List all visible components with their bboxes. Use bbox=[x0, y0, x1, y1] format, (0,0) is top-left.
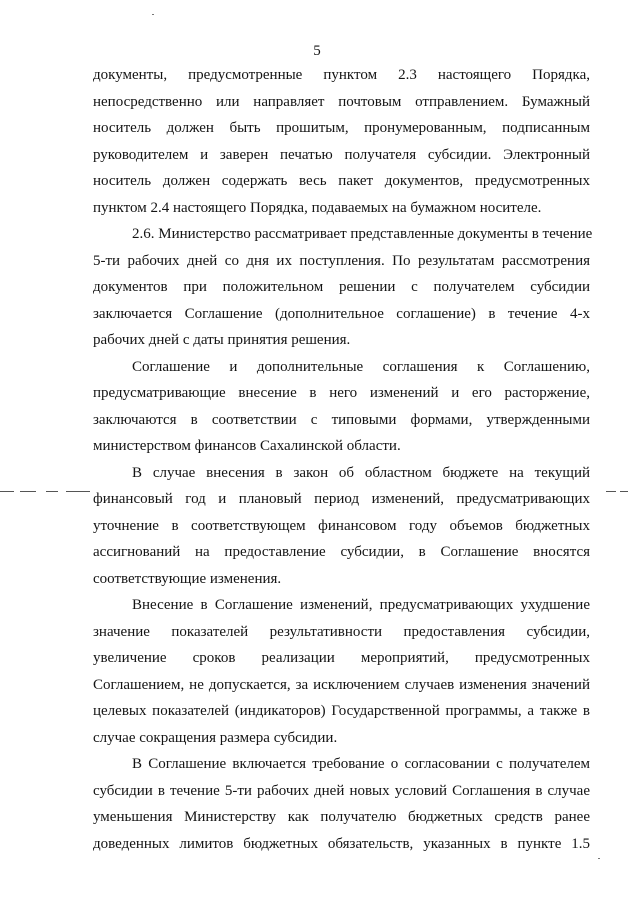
text-line: документов при положительном решении с получателем субсидии bbox=[93, 279, 590, 295]
text-line: рабочих дней с даты принятия решения. bbox=[93, 332, 351, 348]
scan-fold-mark bbox=[46, 491, 58, 492]
text-line: предусматривающие внесение в него изменений и его расторжение, bbox=[93, 385, 590, 401]
text-line: субсидии в течение 5-ти рабочих дней новых условий Соглашения в случае bbox=[93, 782, 590, 799]
text-line: заключается Соглашение (дополнительное соглашение) в течение 4-х bbox=[93, 305, 590, 322]
text-line: носитель должен быть прошитым, пронумерованным, подписанным bbox=[93, 120, 590, 136]
text-line: 5-ти рабочих дней со дня их поступления. По результатам рассмотрения bbox=[93, 252, 590, 269]
page-number: 5 bbox=[313, 43, 321, 59]
text-line: ассигнований на предоставление субсидии, в Соглашение вносятся bbox=[93, 544, 590, 560]
text-line: уточнение в соответствующем финансовом году объемов бюджетных bbox=[93, 517, 590, 534]
text-line: документы, предусмотренные пунктом 2.3 настоящего Порядка, bbox=[93, 67, 590, 83]
scan-fold-mark bbox=[0, 491, 14, 492]
text-line: Соглашение и дополнительные соглашения к Соглашению, bbox=[132, 358, 590, 375]
text-line: непосредственно или направляет почтовым отправлением. Бумажный bbox=[93, 93, 590, 110]
text-line: руководителем и заверен печатью получателя субсидии. Электронный bbox=[93, 146, 590, 163]
text-line: пунктом 2.4 настоящего Порядка, подаваемых на бумажном носителе. bbox=[93, 199, 542, 216]
paragraph bbox=[93, 751, 590, 857]
text-line: финансовый год и плановый период изменений, предусматривающих bbox=[93, 491, 590, 507]
scan-fold-mark bbox=[66, 491, 90, 492]
text-line: уменьшения Министерству как получателю бюджетных средств ранее bbox=[93, 809, 590, 825]
paragraph bbox=[93, 354, 590, 460]
text-line: В Соглашение включается требование о согласовании с получателем bbox=[132, 756, 590, 772]
text-line: целевых показателей (индикаторов) Государственной программы, а также в bbox=[93, 703, 590, 719]
text-line: увеличение сроков реализации мероприятий, предусмотренных bbox=[93, 650, 590, 666]
paragraph bbox=[93, 221, 593, 354]
text-line: Внесение в Соглашение изменений, предусматривающих ухудшение bbox=[132, 597, 590, 613]
text-line: соответствующие изменения. bbox=[93, 570, 282, 587]
text-line: министерством финансов Сахалинской области. bbox=[93, 438, 401, 454]
scan-speck bbox=[598, 858, 600, 859]
text-line: заключаются в соответствии с типовыми формами, утвержденными bbox=[93, 411, 590, 428]
text-line: доведенных лимитов бюджетных обязательств, указанных в пункте 1.5 bbox=[93, 835, 590, 852]
scan-fold-mark bbox=[620, 491, 628, 492]
text-line: В случае внесения в закон об областном бюджете на текущий bbox=[132, 464, 590, 481]
scan-speck bbox=[152, 14, 154, 15]
document-body bbox=[93, 62, 593, 857]
paragraph bbox=[93, 460, 590, 593]
text-line: значение показателей результативности предоставления субсидии, bbox=[93, 623, 590, 640]
text-line: Соглашением, не допускается, за исключением случаев изменения значений bbox=[93, 676, 590, 693]
paragraph bbox=[93, 62, 590, 221]
text-line: случае сокращения размера субсидии. bbox=[93, 729, 338, 746]
scan-fold-mark bbox=[20, 491, 36, 492]
scan-fold-mark bbox=[606, 491, 616, 492]
paragraph bbox=[93, 592, 590, 751]
text-line: 2.6. Министерство рассматривает представленные документы в течение bbox=[132, 226, 593, 242]
text-line: носитель должен содержать весь пакет документов, предусмотренных bbox=[93, 173, 590, 189]
